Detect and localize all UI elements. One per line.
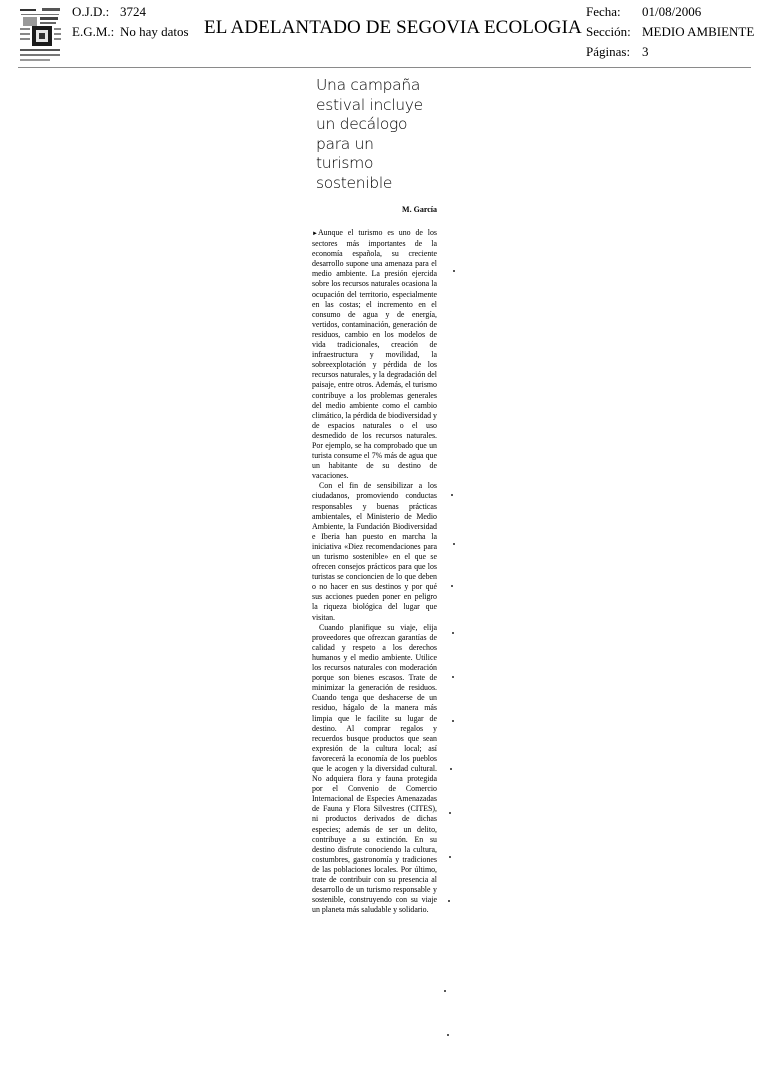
publication-details [586,2,754,62]
scan-speck [444,990,446,992]
clipping-header [0,0,769,68]
scan-speck [448,900,450,902]
ojd-value: 3724 [120,4,146,19]
fecha-value: 01/08/2006 [642,4,702,19]
scan-speck [453,543,455,545]
publication-title: EL ADELANTADO DE SEGOVIA ECOLOGIA [204,17,582,38]
article-paragraph: Con el fin de sensibilizar a los ciudadanos, promoviendo conductas responsables y buenas prácticas ambientales, el Ministerio de Medio Ambiente, la Fundación Biodiversidad e Iberia han puesto en marcha la iniciativa «Diez recomendaciones para un turismo sostenible» en el que se ofrecen consejos prácticos para que los turistas se concioncien de lo que deben o no hacer en sus destinos y por qué sus acciones pueden poner en peligro la riqueza biológica del lugar que visitan. [312,481,437,622]
scan-speck [449,812,451,814]
scan-speck [452,676,454,678]
audience-metrics [72,2,189,42]
fecha-label: Fecha: [586,4,621,19]
ojd-row [72,2,189,22]
egm-row [72,22,189,42]
lead-marker-icon: ► [312,231,318,237]
paginas-value: 3 [642,44,649,59]
scan-speck [451,585,453,587]
egm-value: No hay datos [120,24,189,39]
seccion-value: MEDIO AMBIENTE [642,24,755,39]
ojd-label: O.J.D.: [72,4,110,19]
paginas-row [586,42,754,62]
article-byline: M. García [402,205,437,214]
fecha-row [586,2,754,22]
seccion-label: Sección: [586,24,631,39]
article-paragraph [312,228,437,481]
scan-speck [451,494,453,496]
scan-speck [452,720,454,722]
scan-speck [447,1034,449,1036]
header-divider [18,67,751,68]
scan-speck [450,768,452,770]
scan-speck [449,856,451,858]
seccion-row [586,22,754,42]
paginas-label: Páginas: [586,44,631,59]
newspaper-logo-icon [18,6,62,64]
scan-speck [453,270,455,272]
egm-label: E.G.M.: [72,24,115,39]
paragraph-text: Aunque el turismo es uno de los sectores más importantes de la economía española, su creciente desarrollo supone una amenaza para el medio ambiente. La presión ejercida sobre los recursos naturales ocasiona la ocupación del territorio, especialmente en las costas; el incremento en el consumo de agua y de energía, vertidos, contaminación, generación de residuos, cambio en los modelos de vida tradicionales, creación de infraestructura y movilidad, la sobreexplotación y pérdida de los recursos naturales, y la degradación del paisaje, entre otros. Además, el turismo contribuye a los problemas generales del medio ambiente como el cambio climático, la pérdida de biodiversidad y de espacios naturales o el uso desmedido de los recursos naturales. Por ejemplo, se ha comprobado que un turista consume el 7% más de agua que un habitante de su destino de vacaciones. [312,228,437,481]
article-body [312,228,437,915]
article-headline: Una campaña estival incluye un decálogo para un turismo sostenible [316,76,423,192]
article-clipping [312,76,437,915]
scan-speck [452,632,454,634]
article-paragraph: Cuando planifique su viaje, elija proveedores que ofrezcan garantías de calidad y respeto a los derechos humanos y el medio ambiente. Utilice los recursos naturales con moderación porque son bienes escasos. Trate de minimizar la generación de residuos. Cuando tenga que deshacerse de un residuo, hágalo de la manera más limpia que le facilite su lugar de destino. Al comprar regalos y recuerdos busque productos que sean expresión de la cultura local; así favorecerá la economía de los pueblos que le acogen y la diversidad cultural. No adquiera flora y fauna protegida por el Convenio de Comercio Internacional de Especies Amenazadas de Fauna y Flora Silvestres (CITES), ni productos derivados de dichas especies; además de ser un delito, contribuye a su extinción. En su destino disfrute conociendo la cultura, costumbres, gastronomía y tradiciones de las poblaciones locales. Por último, trate de contribuir con su presencia al desarrollo de un turismo responsable y sostenible, construyendo con su viaje un planeta más saludable y solidario. [312,622,437,915]
